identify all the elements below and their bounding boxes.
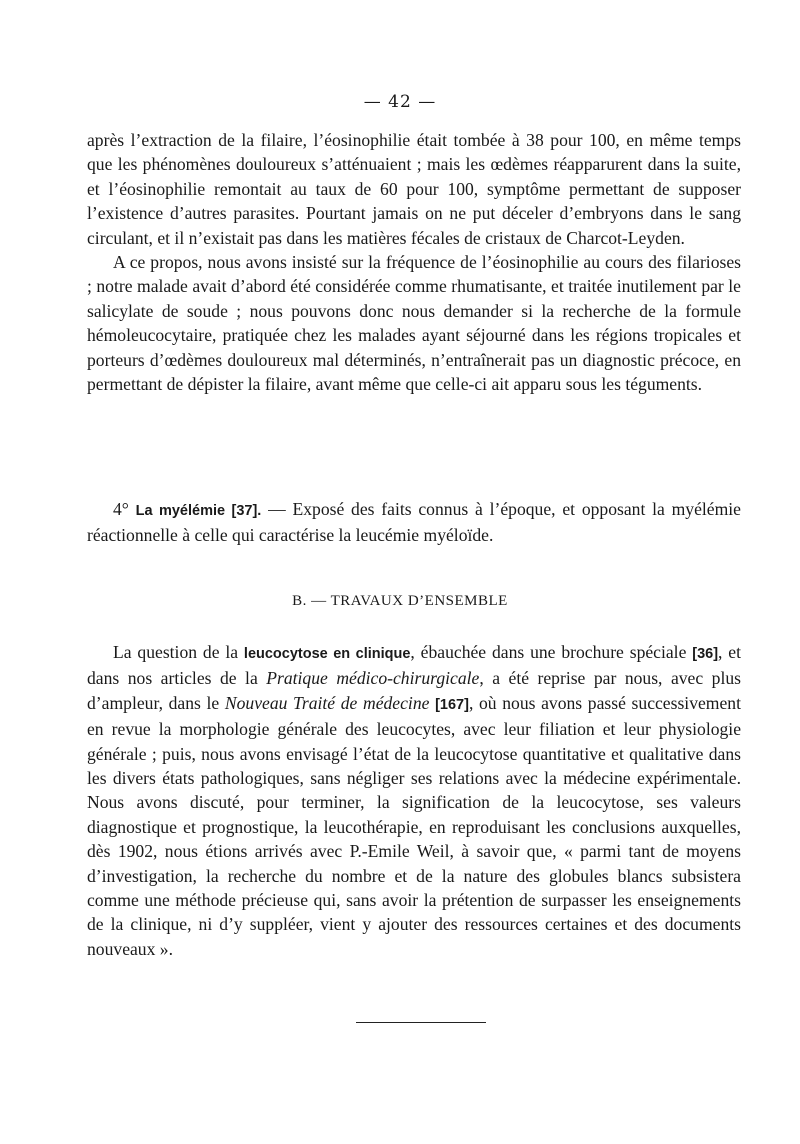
reference-number: [167]: [435, 696, 469, 713]
paragraph-filarioses: A ce propos, nous avons insisté sur la fréquence de l’éosinophilie au cours des filarioses ; notre malade avait d’abord été considérée comme rhumatisante, et traitée inutilement par le salicylate de soude ; nous pouvons donc nous demander si la recherche de la formule hémoleucocytaire, pratiquée chez les malades ayant séjourné dans les régions tropicales et porteurs d’œdèmes douloureux mal déterminés, n’entraînerait pas un diagnostic précoce, en permettant de dépister la filaire, avant même que celle-ci ait apparu sous les téguments.: [87, 252, 741, 395]
item-myelemie: [87, 497, 741, 548]
paragraph-continuation: après l’extraction de la filaire, l’éosinophilie était tombée à 38 pour 100, en même temps que les phénomènes douloureux s’atténuaient ; mais les œdèmes réapparurent dans la suite, et l’éosinophilie remontait au taux de 60 pour 100, symptôme permettant de supposer l’existence d’autres parasites. Pourtant jamais on ne put déceler d’embryons dans le sang circulant, et il n’existait pas dans les matières fécales de cristaux de Charcot-Leyden.: [87, 130, 741, 248]
paragraph-leucocytose: [87, 640, 741, 961]
item-text: — Exposé des faits connus à l’époque, et opposant la myélémie réactionnelle à celle qui caractérise la leucémie myéloïde.: [87, 499, 741, 546]
text-run: La question de la: [113, 642, 244, 662]
reference-number: [36]: [692, 646, 719, 662]
italic-title: Pratique médico-chirurgicale: [266, 668, 480, 689]
bold-term: leucocytose en clinique: [243, 646, 411, 662]
text-run: , ébauchée dans une brochure spéciale: [410, 642, 693, 662]
text-run: , et dans nos articles de la: [87, 642, 742, 689]
body-text-bottom: [87, 640, 741, 961]
item-number: 4°: [113, 499, 129, 519]
page-number: — 42 —: [363, 92, 437, 112]
section-heading: B. — TRAVAUX D’ENSEMBLE: [292, 593, 508, 609]
end-rule: [356, 1022, 486, 1023]
text-run: , où nous avons passé successivement en revue la morphologie générale des leucocytes, avec leur filiation et leur physiologie générale ; puis, nous avons envisagé l’état de la leucocytose quantitative et qualitative dans les divers états pathologiques, sans négliger ses relations avec la médecine expérimentale. Nous avons discuté, pour terminer, la signification de la leucocytose, ses valeurs diagnostique et prognostique, la leucothérapie, en reproduisant les conclusions auxquelles, dès 1902, nous étions arrivés avec P.-Emile Weil, à savoir que, « parmi tant de moyens d’investigation, la recherche du nombre et de la nature des globules blancs subsistera comme une méthode précieuse qui, sans avoir la prétention de surpasser les enseignements de la clinique, ni d’y suppléer, vient y ajouter des ressources certaines et des documents nouveaux ».: [87, 692, 741, 959]
item-myelemie-paragraph: [87, 497, 741, 548]
italic-title: Nouveau Traité de médecine: [224, 692, 430, 713]
body-text-top: [87, 128, 741, 396]
item-title: La myélémie [37].: [135, 503, 262, 519]
text-run: , a été reprise par nous, avec plus d’ampleur, dans le: [87, 668, 741, 713]
